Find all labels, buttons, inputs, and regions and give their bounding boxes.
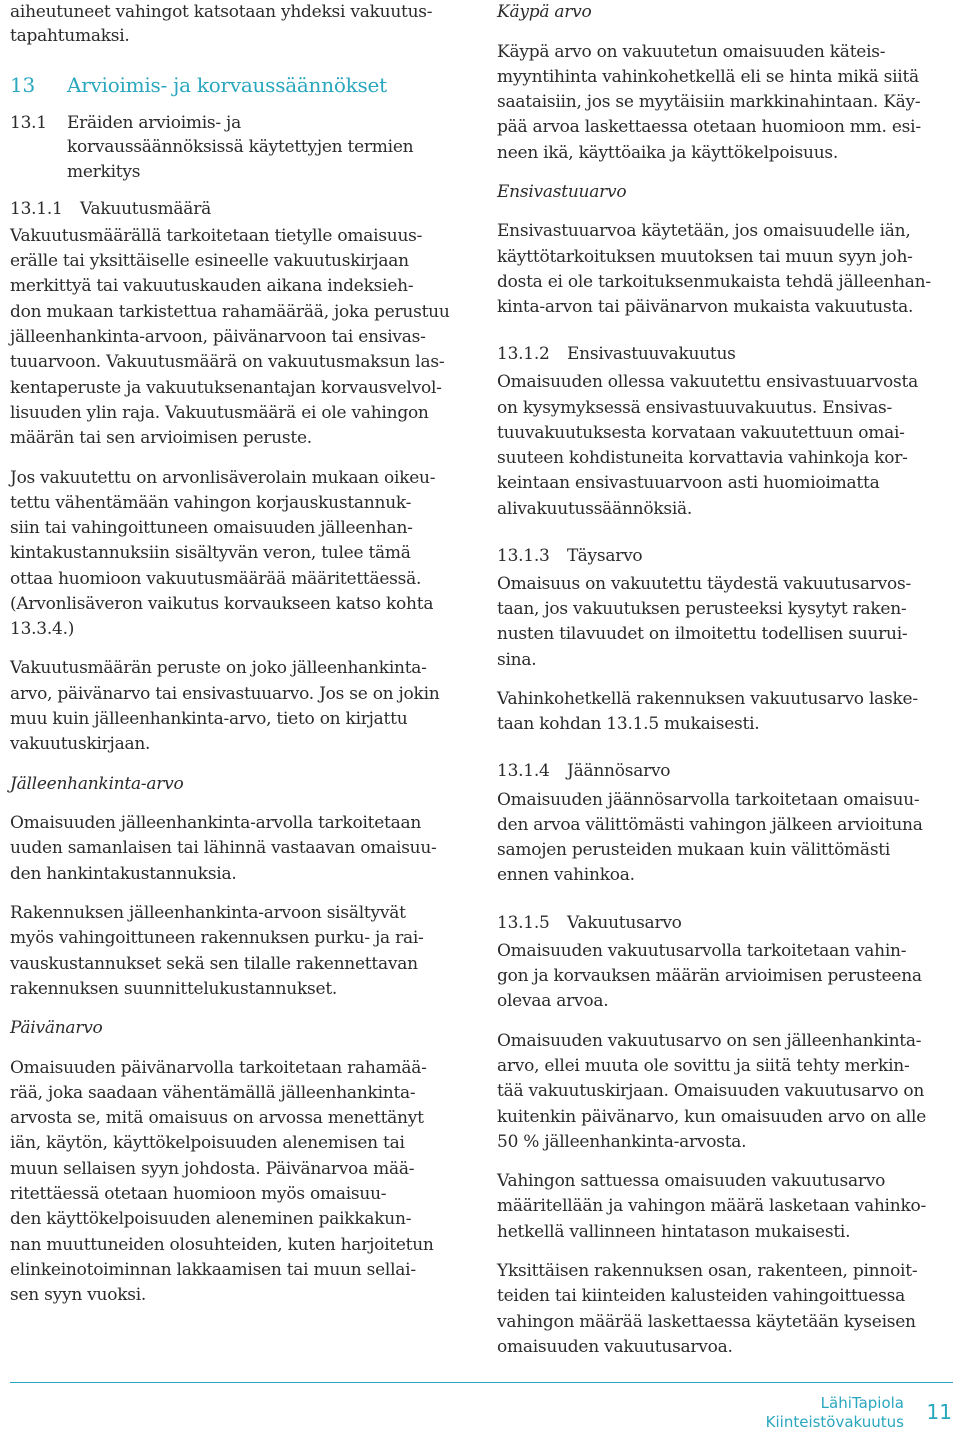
section-title: Arvioimis- ja korvaussäännökset [67, 73, 387, 97]
body-line: on kysymyksessä ensivastuuvakuutus. Ensivas- [497, 398, 892, 418]
body-line: vakuutuskirjaan. [10, 734, 151, 754]
body-line: myös vahingoittuneen rakennuksen purku- ja rai- [10, 928, 424, 948]
body-line: pää arvoa laskettaessa otetaan huomioon mm. esi- [497, 117, 921, 137]
body-line: Vahingon sattuessa omaisuuden vakuutusarvo [497, 1171, 886, 1191]
body-line: (Arvonlisäveron vaikutus korvaukseen katso kohta [10, 594, 434, 614]
body-line: määritellään ja vahingon määrä lasketaan vahinko- [497, 1196, 926, 1216]
body-line: Omaisuuden päivänarvolla tarkoitetaan rahamää- [10, 1058, 427, 1078]
body-line: rää, joka saadaan vähentämällä jälleenhankinta- [10, 1083, 416, 1103]
body-line: kentaperuste ja vakuutuksenantajan korvausvelvol- [10, 378, 442, 398]
body-line: muun sellaisen syyn johdosta. Päivänarvoa mää- [10, 1159, 415, 1179]
body-line: käyttötarkoituksen muutoksen tai muun syyn joh- [497, 247, 913, 267]
body-line: arvosta se, mitä omaisuus on arvossa menettänyt [10, 1108, 424, 1128]
body-line: kinta-arvon tai päivänarvon mukaista vakuutusta. [497, 297, 914, 317]
body-line: Omaisuuden vakuutusarvolla tarkoitetaan vahin- [497, 941, 907, 961]
brand-name: LähiTapiola [820, 1394, 904, 1412]
body-line: hetkellä vallinneen hintatason mukaisesti. [497, 1222, 851, 1242]
page-number: 11 [926, 1400, 952, 1424]
body-line: ritettäessä otetaan huomioon myös omaisuu- [10, 1184, 387, 1204]
body-line: kintakustannuksiin sisältyvän veron, tulee tämä [10, 543, 411, 563]
body-line: Vahinkohetkellä rakennuksen vakuutusarvo laske- [497, 689, 918, 709]
body-line: vauskustannukset sekä sen tilalle rakennettavan [10, 954, 418, 974]
body-line: omaisuuden vakuutusarvoa. [497, 1337, 733, 1357]
body-line: arvo, ellei muuta ole sovittu ja siitä tehty merkin- [497, 1056, 910, 1076]
body-line: nusten tilavuudet on ilmoitettu todellisen suurui- [497, 624, 908, 644]
brand-subtitle: Kiinteistövakuutus [765, 1413, 904, 1431]
section-13-1-3-heading [497, 544, 642, 568]
body-line: elinkeinotoiminnan lakkaamisen tai muun sellai- [10, 1260, 416, 1280]
body-line: Yksittäisen rakennuksen osan, rakenteen, pinnoit- [497, 1261, 918, 1281]
section-title-line: korvaussäännöksissä käytettyjen termien [67, 137, 414, 157]
body-line: Rakennuksen jälleenhankinta-arvoon sisältyvät [10, 903, 406, 923]
body-line: den hankintakustannuksia. [10, 864, 237, 884]
section-13-1-heading [10, 111, 241, 135]
intro-line: aiheutuneet vahingot katsotaan yhdeksi vakuutus- [10, 2, 433, 22]
subheading-paivanarvo: Päivänarvo [10, 1018, 103, 1038]
body-line: myyntihinta vahinkohetkellä eli se hinta mikä siitä [497, 67, 919, 87]
subheading-kaypa-arvo: Käypä arvo [497, 2, 592, 22]
body-line: uuden samanlaisen tai lähinnä vastaavan omaisuu- [10, 838, 437, 858]
section-13-1-2-heading [497, 342, 736, 366]
subheading-jalleenhankinta-arvo: Jälleenhankinta-arvo [10, 774, 184, 794]
body-line: Jos vakuutettu on arvonlisäverolain mukaan oikeu- [10, 468, 436, 488]
section-number: 13.1 [10, 113, 47, 133]
body-line: Vakuutusmäärällä tarkoitetaan tietylle omaisuus- [10, 226, 423, 246]
body-line: don mukaan tarkistettua rahamäärää, joka perustuu [10, 302, 450, 322]
body-line: tuuarvoon. Vakuutusmäärä on vakuutusmaksun las- [10, 352, 445, 372]
section-13-heading [10, 73, 387, 97]
section-number: 13.1.4 [497, 761, 550, 781]
section-title: Täysarvo [567, 546, 643, 566]
subheading-ensivastuuarvo: Ensivastuuarvo [497, 182, 627, 202]
body-line: 13.3.4.) [10, 619, 75, 639]
body-line: merkittyä tai vakuutuskauden aikana indeksieh- [10, 276, 414, 296]
section-title: Eräiden arvioimis- ja [67, 113, 241, 133]
body-line: iän, käytön, käyttökelpoisuuden alenemisen tai [10, 1133, 405, 1153]
section-title: Jäännösarvo [567, 761, 671, 781]
body-line: Omaisuuden jäännösarvolla tarkoitetaan omaisuu- [497, 790, 920, 810]
body-line: tuuvakuutuksesta korvataan vakuutettuun omai- [497, 423, 905, 443]
intro-line: tapahtumaksi. [10, 26, 130, 46]
body-line: muu kuin jälleenhankinta-arvo, tieto on kirjattu [10, 709, 408, 729]
body-line: suuteen kohdistuneita korvattavia vahinkoja kor- [497, 448, 908, 468]
body-line: Omaisuus on vakuutettu täydestä vakuutusarvos- [497, 574, 911, 594]
body-line: sen syyn vuoksi. [10, 1285, 147, 1305]
section-title: Vakuutusmäärä [80, 199, 211, 219]
body-line: määrän tai sen arvioimisen peruste. [10, 428, 312, 448]
body-line: 50 % jälleenhankinta-arvosta. [497, 1132, 747, 1152]
body-line: taan kohdan 13.1.5 mukaisesti. [497, 714, 760, 734]
section-13-1-1-heading [10, 197, 211, 221]
body-line: neen ikä, käyttöaika ja käyttökelpoisuus. [497, 143, 839, 163]
body-line: den arvoa välittömästi vahingon jälkeen arvioituna [497, 815, 923, 835]
body-line: ottaa huomioon vakuutusmäärää määritettäessä. [10, 569, 422, 589]
body-line: lisuuden ylin raja. Vakuutusmäärä ei ole vahingon [10, 403, 429, 423]
body-line: jälleenhankinta-arvoon, päivänarvoon tai ensivas- [10, 327, 426, 347]
body-line: tää vakuutuskirjaan. Omaisuuden vakuutusarvo on [497, 1081, 925, 1101]
body-line: vahingon määrää laskettaessa käytetään kyseisen [497, 1312, 916, 1332]
body-line: rakennuksen suunnittelukustannukset. [10, 979, 338, 999]
body-line: gon ja korvauksen määrän arvioimisen perusteena [497, 966, 922, 986]
body-line: taan, jos vakuutuksen perusteeksi kysytyt raken- [497, 599, 907, 619]
body-line: dosta ei ole tarkoituksenmukaista tehdä jälleenhan- [497, 272, 931, 292]
body-line: Omaisuuden ollessa vakuutettu ensivastuuarvosta [497, 372, 918, 392]
section-title: Ensivastuuvakuutus [567, 344, 736, 364]
section-number: 13 [10, 73, 35, 97]
body-line: tettu vähentämään vahingon korjauskustannuk- [10, 493, 412, 513]
section-number: 13.1.3 [497, 546, 550, 566]
footer-divider [10, 1382, 953, 1383]
body-line: teiden tai kiinteiden kalusteiden vahingoittuessa [497, 1286, 905, 1306]
body-line: alivakuutussäännöksiä. [497, 499, 693, 519]
section-number: 13.1.5 [497, 913, 550, 933]
body-line: keintaan ensivastuuarvoon asti huomioimatta [497, 473, 880, 493]
section-13-1-5-heading [497, 911, 682, 935]
body-line: erälle tai yksittäiselle esineelle vakuutuskirjaan [10, 251, 409, 271]
body-line: ennen vahinkoa. [497, 865, 635, 885]
section-13-1-4-heading [497, 759, 670, 783]
body-line: nan muuttuneiden olosuhteiden, kuten harjoitetun [10, 1235, 434, 1255]
section-title: Vakuutusarvo [567, 913, 682, 933]
body-line: Käypä arvo on vakuutetun omaisuuden käteis- [497, 42, 886, 62]
body-line: sina. [497, 650, 537, 670]
section-number: 13.1.1 [10, 199, 63, 219]
body-line: Omaisuuden jälleenhankinta-arvolla tarkoitetaan [10, 813, 422, 833]
body-line: saataisiin, jos se myytäisiin markkinahintaan. Käy- [497, 92, 921, 112]
section-title-line: merkitys [67, 162, 141, 182]
body-line: samojen perusteiden mukaan kuin välittömästi [497, 840, 891, 860]
body-line: arvo, päivänarvo tai ensivastuuarvo. Jos se on jokin [10, 684, 440, 704]
body-line: olevaa arvoa. [497, 991, 609, 1011]
body-line: Vakuutusmäärän peruste on joko jälleenhankinta- [10, 658, 427, 678]
body-line: den käyttökelpoisuuden aleneminen paikkakun- [10, 1209, 412, 1229]
body-line: Ensivastuuarvoa käytetään, jos omaisuudelle iän, [497, 221, 911, 241]
body-line: kuitenkin päivänarvo, kun omaisuuden arvo on alle [497, 1107, 927, 1127]
section-number: 13.1.2 [497, 344, 550, 364]
body-line: siin tai vahingoittuneen omaisuuden jälleenhan- [10, 518, 413, 538]
body-line: Omaisuuden vakuutusarvo on sen jälleenhankinta- [497, 1031, 922, 1051]
